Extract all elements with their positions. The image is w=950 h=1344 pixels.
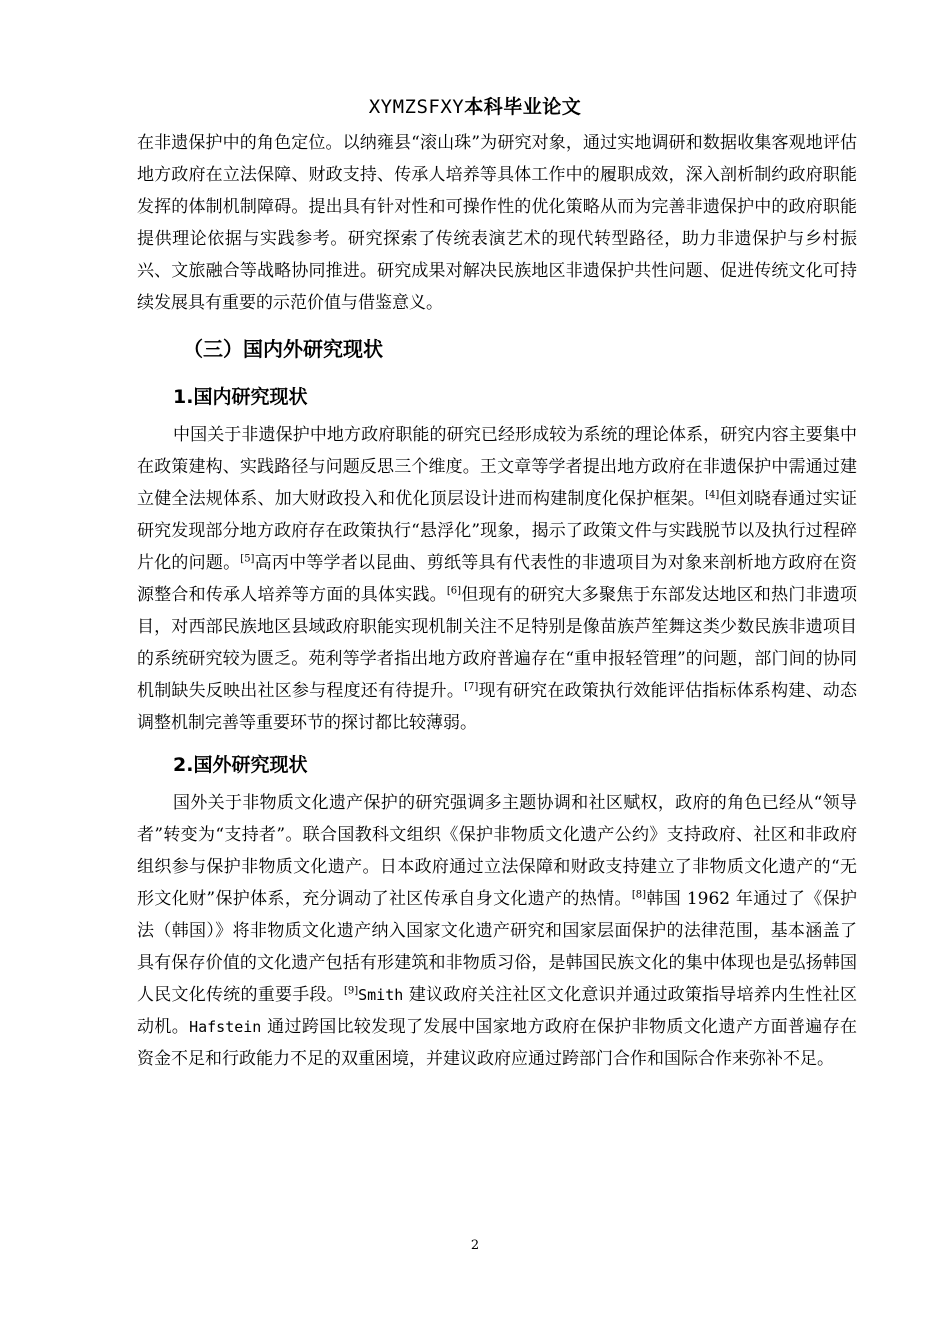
domestic-text-1: 中国关于非遗保护中地方政府职能的研究已经形成较为系统的理论体系，研究内容主要集中在政策建构、实践路径与问题反思三个维度。王文章等学者提出地方政府在非遗保护中需通过建立健全法规体系、加大财政投入和优化顶层设计进而构建制度化保护框架。: [137, 425, 857, 509]
domestic-text-2: 但刘晓春通过实证研究发现部分地方政府存在政策执行“悬浮化”现象，揭示了政策文件与实践脱节以及执行过程碎片化的问题。: [137, 489, 858, 573]
intro-paragraph: 在非遗保护中的角色定位。以纳雍县“滚山珠”为研究对象，通过实地调研和数据收集客观地评估地方政府在立法保障、财政支持、传承人培养等具体工作中的履职成效，深入剖析制约政府职能发挥的体制机制障碍。提出具有针对性和可操作性的优化策略从而为完善非遗保护中的政府职能提供理论依据与实践参考。研究探索了传统表演艺术的现代转型路径，助力非遗保护与乡村振兴、文旅融合等战略协同推进。研究成果对解决民族地区非遗保护共性问题、促进传统文化可持续发展具有重要的示范价值与借鉴意义。: [137, 133, 857, 313]
domestic-text-5: 现有研究在政策执行效能评估指标体系构建、动态调整机制完善等重要环节的探讨都比较薄弱。: [137, 681, 858, 733]
header-title: 本科毕业论文: [464, 96, 582, 118]
citation-8[interactable]: [8]: [631, 889, 647, 901]
foreign-heading: 2.国外研究现状: [173, 754, 308, 776]
foreign-text-2: 韩国 1962 年通过了《保护法（韩国）》将非物质文化遗产纳入国家文化遗产研究和国家层面保护的法律范围，基本涵盖了具有保存价值的文化遗产包括有形建筑和非物质习俗，是韩国民族文化的集中体现也是弘扬韩国人民文化传统的重要手段。: [137, 889, 857, 1005]
page-header: [0, 94, 950, 120]
citation-9[interactable]: [9]: [343, 985, 359, 997]
header-code: XYMZSFXY: [368, 96, 465, 118]
citation-5[interactable]: [5]: [240, 553, 255, 565]
domestic-paragraph: [137, 419, 857, 739]
author-smith: Smith: [358, 986, 404, 1004]
citation-7[interactable]: [7]: [464, 681, 479, 693]
domestic-text-4: 但现有的研究大多聚焦于东部发达地区和热门非遗项目，对西部民族地区县域政府职能实现机制关注不足特别是像苗族芦笙舞这类少数民族非遗项目的系统研究较为匮乏。苑利等学者指出地方政府普遍存在“重申报轻管理”的问题，部门间的协同机制缺失反映出社区参与程度还有待提升。: [137, 585, 857, 701]
foreign-text-3: 建议政府关注社区文化意识并通过政策指导培养内生性社区动机。: [137, 985, 858, 1037]
section-heading: （三）国内外研究现状: [183, 337, 383, 361]
page-number: 2: [470, 1238, 480, 1253]
foreign-text-1: 国外关于非物质文化遗产保护的研究强调多主题协调和社区赋权，政府的角色已经从“领导者”转变为“支持者”。联合国教科文组织《保护非物质文化遗产公约》支持政府、社区和非政府组织参与保护非物质文化遗产。日本政府通过立法保障和财政支持建立了非物质文化遗产的“无形文化财”保护体系，充分调动了社区传承自身文化遗产的热情。: [137, 793, 857, 909]
author-hafstein: Hafstein: [189, 1018, 262, 1036]
domestic-text-3: 高丙中等学者以昆曲、剪纸等具有代表性的非遗项目为对象来剖析地方政府在资源整合和传承人培养等方面的具体实践。: [137, 553, 858, 605]
foreign-paragraph: [137, 787, 857, 1075]
citation-4[interactable]: [4]: [705, 489, 720, 501]
body-text: [137, 127, 857, 1075]
citation-6[interactable]: [6]: [446, 585, 462, 597]
domestic-heading: 1.国内研究现状: [173, 386, 308, 408]
foreign-text-4: 通过跨国比较发现了发展中国家地方政府在保护非物质文化遗产方面普遍存在资金不足和行政能力不足的双重困境，并建议政府应通过跨部门合作和国际合作来弥补不足。: [137, 1017, 858, 1069]
